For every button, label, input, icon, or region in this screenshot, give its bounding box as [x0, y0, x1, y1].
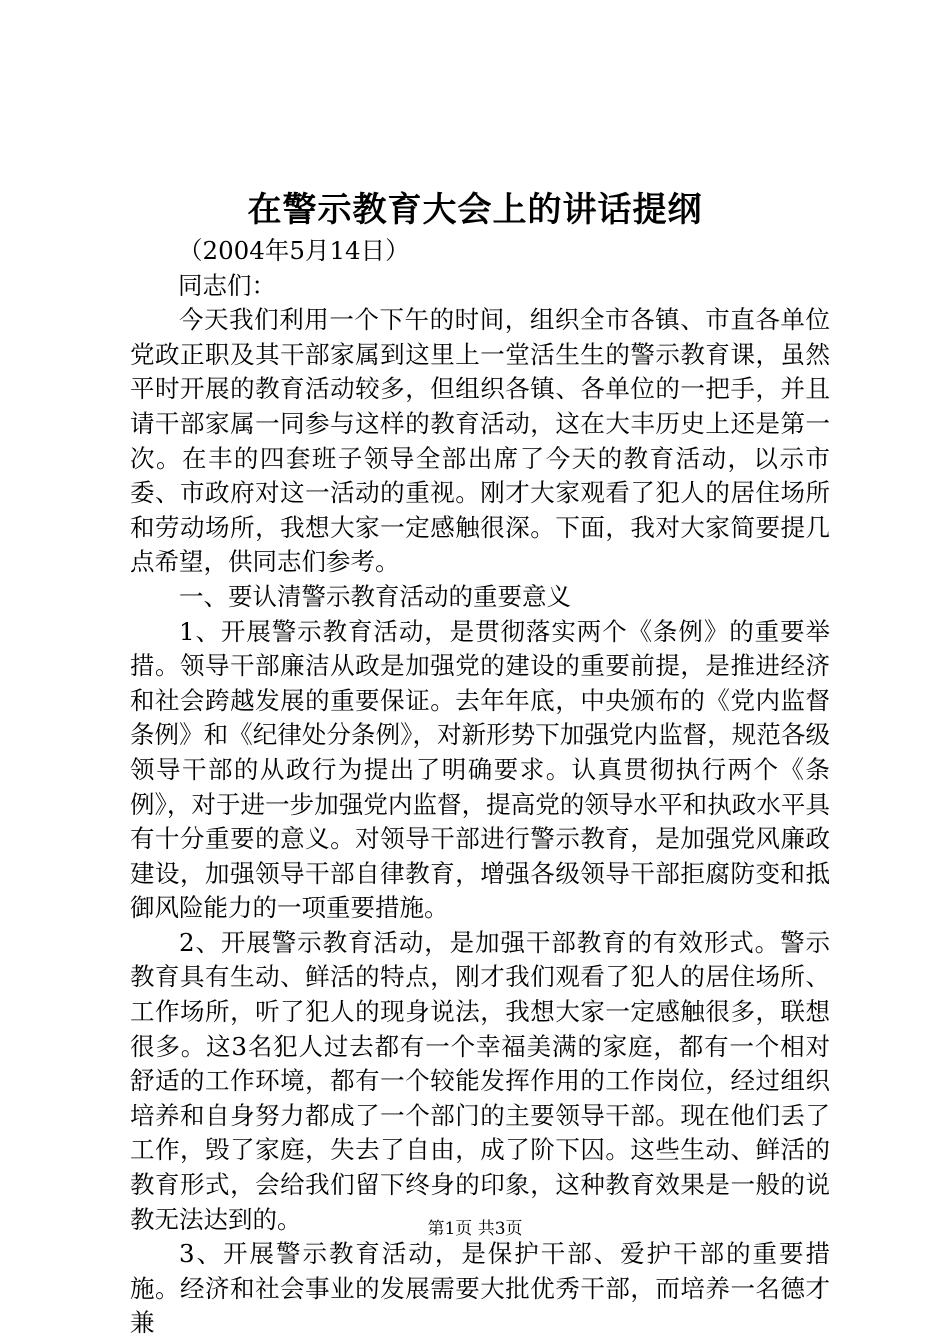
paragraph-intro: 今天我们利用一个下午的时间，组织全市各镇、市直各单位党政正职及其干部家属到这里上一堂活生生的警示教育课，虽然平时开展的教育活动较多，但组织各镇、各单位的一把手，并且请干部家属一同参与这样的教育活动，这在大丰历史上还是第一次。在丰的四套班子领导全部出席了今天的教育活动，以示市委、市政府对这一活动的重视。刚才大家观看了犯人的居住场所和劳动场所，我想大家一定感触很深。下面，我对大家简要提几点希望，供同志们参考。 — [130, 305, 830, 577]
salutation: 同志们： — [178, 270, 276, 300]
page-number-footer: 第1页 共3页 — [427, 1219, 523, 1239]
document-title: 在警示教育大会上的讲话提纲 — [247, 190, 703, 230]
paragraph-point-2: 2、开展警示教育活动，是加强干部教育的有效形式。警示教育具有生动、鲜活的特点，刚才我们观看了犯人的居住场所、工作场所，听了犯人的现身说法，我想大家一定感触很多，联想很多。这3名犯人过去都有一个幸福美满的家庭，都有一个相对舒适的工作环境，都有一个较能发挥作用的工作岗位，经过组织培养和自身努力都成了一个部门的主要领导干部。现在他们丢了工作，毁了家庭，失去了自由，成了阶下囚。这些生动、鲜活的教育形式，会给我们留下终身的印象，这种教育效果是一般的说教无法达到的。 — [130, 927, 830, 1234]
speech-date: （2004年5月14日） — [178, 236, 410, 265]
section-heading-1: 一、要认清警示教育活动的重要意义 — [179, 581, 571, 611]
document-body — [130, 234, 830, 1341]
paragraph-point-1: 1、开展警示教育活动，是贯彻落实两个《条例》的重要举措。领导干部廉洁从政是加强党的建设的重要前提，是推进经济和社会跨越发展的重要保证。去年年底，中央颁布的《党内监督条例》和《纪律处分条例》，对新形势下加强党内监督，规范各级领导干部的从政行为提出了明确要求。认真贯彻执行两个《条例》，对于进一步加强党内监督，提高党的领导水平和执政水平具有十分重要的意义。对领导干部进行警示教育，是加强党风廉政建设，加强领导干部自律教育，增强各级领导干部拒腐防变和抵御风险能力的一项重要措施。 — [130, 616, 830, 923]
paragraph-point-3: 3、开展警示教育活动，是保护干部、爱护干部的重要措施。经济和社会事业的发展需要大批优秀干部，而培养一名德才兼 — [130, 1239, 830, 1338]
